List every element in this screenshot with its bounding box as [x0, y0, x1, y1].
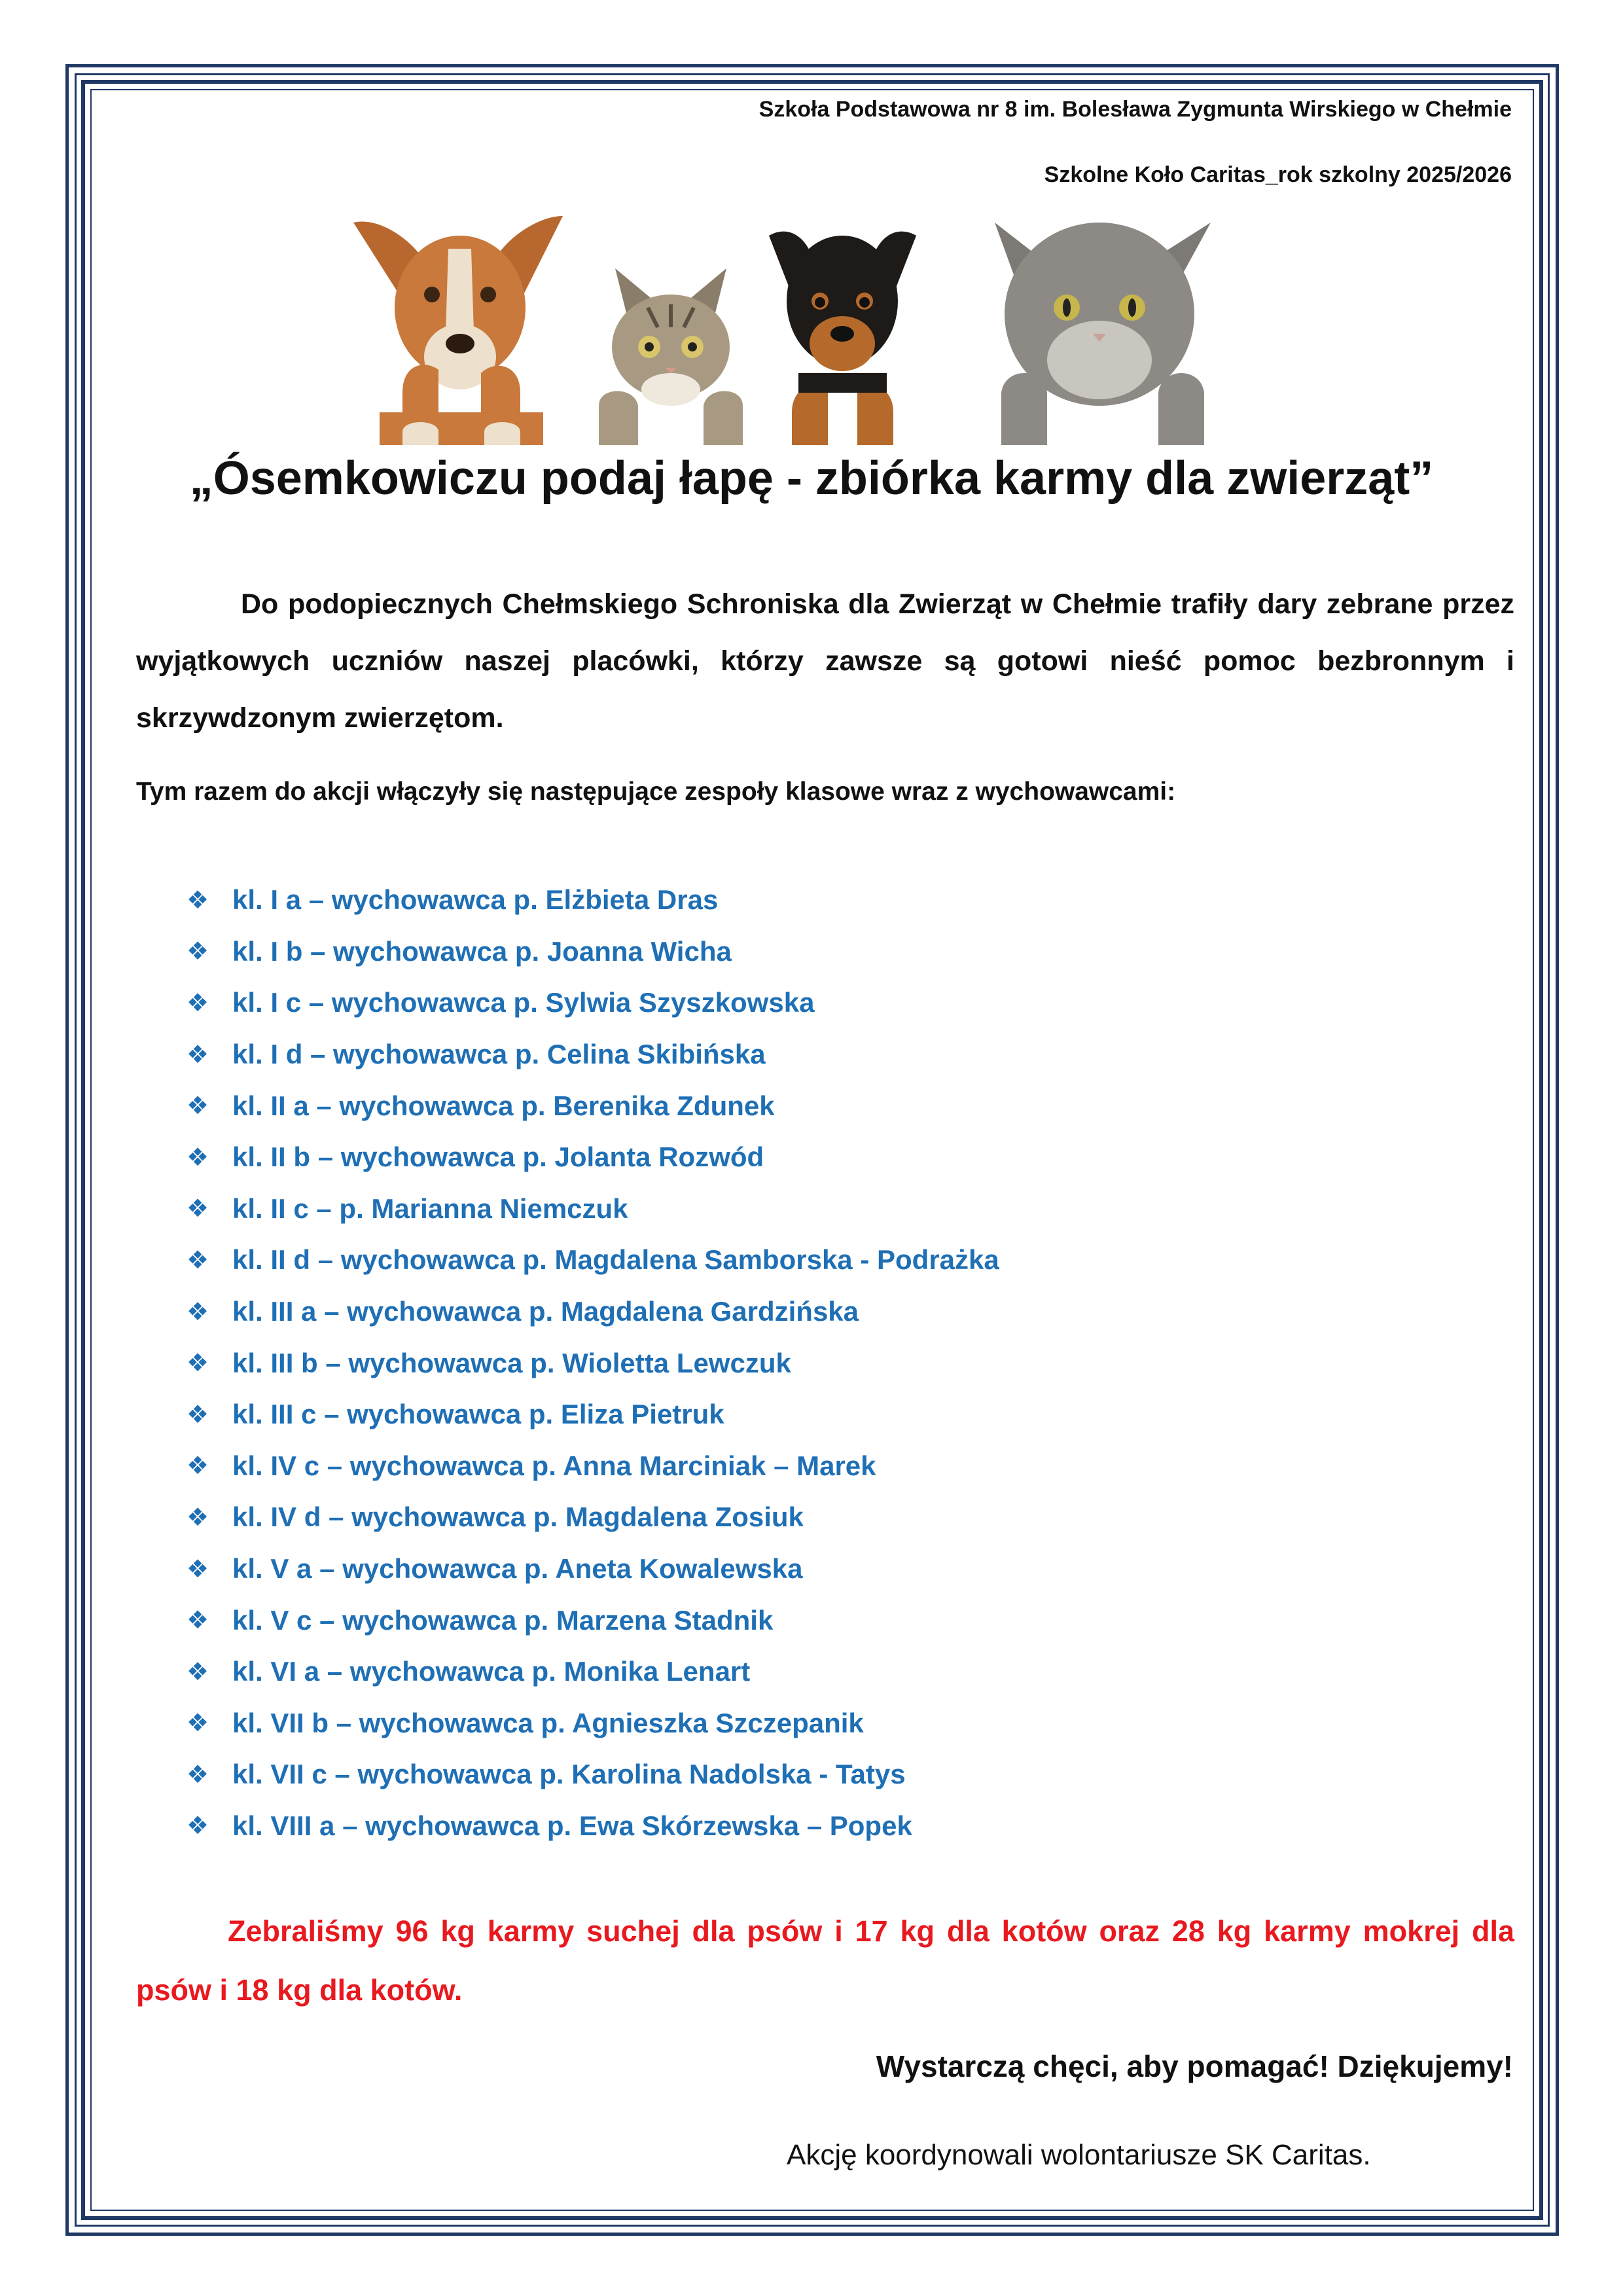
collection-result: Zebraliśmy 96 kg karmy suchej dla psów i 17 kg dla kotów oraz 28 kg karmy mokrej dla psów i 18 kg dla kotów.: [136, 1914, 1514, 2007]
coordinators-note: Akcję koordynowali wolontariusze SK Caritas.: [787, 2139, 1371, 2171]
diamond-bullet-icon: ❖: [187, 1607, 209, 1635]
list-item-text: kl. II d – wychowawca p. Magdalena Samborska - Podrażka: [232, 1244, 999, 1276]
list-item: [187, 1801, 999, 1852]
list-item-text: kl. VII c – wychowawca p. Karolina Nadolska - Tatys: [232, 1759, 906, 1790]
list-item: [187, 1389, 999, 1441]
list-item-text: kl. III c – wychowawca p. Eliza Pietruk: [232, 1399, 724, 1430]
diamond-bullet-icon: ❖: [187, 1710, 209, 1738]
diamond-bullet-icon: ❖: [187, 938, 209, 966]
list-item: [187, 977, 999, 1029]
list-item-text: kl. I c – wychowawca p. Sylwia Szyszkowska: [232, 987, 815, 1018]
class-list: [187, 874, 999, 1852]
list-item-text: kl. VII b – wychowawca p. Agnieszka Szczepanik: [232, 1707, 864, 1738]
diamond-bullet-icon: ❖: [187, 1092, 209, 1121]
diamond-bullet-icon: ❖: [187, 1298, 209, 1326]
diamond-bullet-icon: ❖: [187, 1401, 209, 1429]
thank-you-line: Wystarczą chęci, aby pomagać! Dziękujemy!: [876, 2049, 1513, 2083]
list-item: [187, 1749, 999, 1801]
list-item: [187, 1543, 999, 1595]
diamond-bullet-icon: ❖: [187, 1503, 209, 1532]
diamond-bullet-icon: ❖: [187, 1761, 209, 1789]
school-name: Szkoła Podstawowa nr 8 im. Bolesława Zygmunta Wirskiego w Chełmie: [758, 97, 1512, 122]
brown-dog-icon: [353, 216, 563, 445]
list-item: [187, 1183, 999, 1235]
tabby-cat-icon: [599, 268, 743, 445]
list-item: [187, 1029, 999, 1081]
diamond-bullet-icon: ❖: [187, 1658, 209, 1686]
list-item: [187, 1337, 999, 1389]
list-item-text: kl. V a – wychowawca p. Aneta Kowalewska: [232, 1553, 803, 1585]
club-year: Szkolne Koło Caritas_rok szkolny 2025/2026: [1044, 162, 1512, 187]
list-item-text: kl. III a – wychowawca p. Magdalena Gardzińska: [232, 1296, 859, 1327]
list-item-text: kl. VI a – wychowawca p. Monika Lenart: [232, 1656, 751, 1687]
list-item: [187, 1286, 999, 1338]
diamond-bullet-icon: ❖: [187, 1143, 209, 1172]
diamond-bullet-icon: ❖: [187, 1555, 209, 1583]
puppy-dog-icon: [769, 232, 916, 445]
list-item-text: kl. II a – wychowawca p. Berenika Zdunek: [232, 1090, 775, 1121]
diamond-bullet-icon: ❖: [187, 1195, 209, 1223]
diamond-bullet-icon: ❖: [187, 1041, 209, 1069]
list-item-text: kl. I b – wychowawca p. Joanna Wicha: [232, 935, 732, 967]
diamond-bullet-icon: ❖: [187, 1246, 209, 1274]
list-item-text: kl. I d – wychowawca p. Celina Skibińska: [232, 1039, 766, 1070]
list-intro: Tym razem do akcji włączyły się następujące zespoły klasowe wraz z wychowawcami:: [136, 778, 1176, 806]
diamond-bullet-icon: ❖: [187, 1452, 209, 1480]
list-item: [187, 926, 999, 978]
diamond-bullet-icon: ❖: [187, 1812, 209, 1840]
list-item: [187, 1132, 999, 1183]
list-item: [187, 1698, 999, 1749]
list-item-text: kl. VIII a – wychowawca p. Ewa Skórzewska – Popek: [232, 1810, 912, 1841]
grey-cat-icon: [995, 223, 1211, 445]
list-item-text: kl. III b – wychowawca p. Wioletta Lewczuk: [232, 1347, 791, 1378]
diamond-bullet-icon: ❖: [187, 1350, 209, 1378]
list-item-text: kl. V c – wychowawca p. Marzena Stadnik: [232, 1604, 774, 1636]
list-item: [187, 1080, 999, 1132]
diamond-bullet-icon: ❖: [187, 989, 209, 1017]
page-title: „Ósemkowiczu podaj łapę - zbiórka karmy dla zwierząt”: [189, 452, 1434, 505]
diamond-bullet-icon: ❖: [187, 886, 209, 914]
list-item: [187, 1492, 999, 1543]
list-item-text: kl. II c – p. Marianna Niemczuk: [232, 1193, 628, 1224]
list-item-text: kl. IV c – wychowawca p. Anna Marciniak – Marek: [232, 1450, 876, 1481]
list-item: [187, 1646, 999, 1698]
list-item-text: kl. II b – wychowawca p. Jolanta Rozwód: [232, 1141, 764, 1173]
list-item: [187, 874, 999, 926]
intro-paragraph: Do podopiecznych Chełmskiego Schroniska dla Zwierząt w Chełmie trafiły dary zebrane przez wyjątkowych uczniów naszej placówki, którzy zawsze są gotowi nieść pomoc bezbronnym i skrzywdzonym zwierzętom.: [136, 588, 1514, 734]
list-item-text: kl. IV d – wychowawca p. Magdalena Zosiuk: [232, 1501, 804, 1533]
dogs-and-cats-illustration: [340, 196, 1335, 445]
list-item-text: kl. I a – wychowawca p. Elżbieta Dras: [232, 884, 719, 916]
list-item: [187, 1594, 999, 1646]
list-item: [187, 1234, 999, 1286]
list-item: [187, 1441, 999, 1492]
